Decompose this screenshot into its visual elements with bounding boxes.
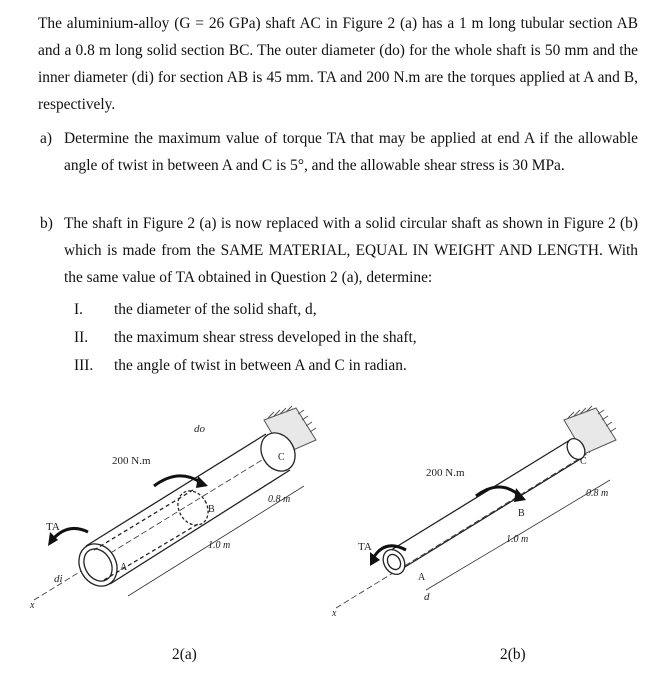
di-label: di bbox=[54, 573, 63, 585]
figure-2b bbox=[330, 400, 640, 630]
point-b-label: B bbox=[208, 504, 215, 515]
item-text: the angle of twist in between A and C in radian. bbox=[114, 357, 407, 374]
length-bc-label: 0.8 m bbox=[268, 494, 291, 505]
ta-label: TA bbox=[46, 521, 60, 533]
length-ab-label: 1.0 m bbox=[506, 534, 529, 545]
item-number: II. bbox=[74, 329, 89, 346]
torque-label: 200 N.m bbox=[426, 467, 465, 479]
point-a-label: A bbox=[120, 562, 128, 573]
problem-statement bbox=[38, 10, 638, 118]
tubular-shaft bbox=[71, 427, 301, 593]
part-b-label: b) bbox=[40, 215, 53, 232]
torque-arrow-b bbox=[476, 487, 520, 496]
axis-line bbox=[34, 444, 291, 600]
d-label: d bbox=[424, 591, 430, 603]
part-a-text: Determine the maximum value of torque TA that may be applied at end A if the allowable angle of twist in between A and C is 5°, and the allowable shear stress is 30 MPa. bbox=[64, 130, 638, 174]
do-label: do bbox=[194, 423, 205, 435]
torque-arrow-b bbox=[154, 476, 200, 486]
figure-2a-caption: 2(a) bbox=[172, 646, 197, 663]
figure-2a bbox=[28, 400, 338, 630]
point-c-label: C bbox=[278, 452, 285, 463]
ta-label: TA bbox=[358, 541, 372, 553]
figure-2b-caption: 2(b) bbox=[500, 646, 526, 663]
part-a-label: a) bbox=[40, 130, 52, 147]
length-ab-label: 1.0 m bbox=[208, 540, 231, 551]
arrow-head bbox=[514, 488, 526, 502]
item-text: the diameter of the solid shaft, d, bbox=[114, 301, 317, 318]
point-c-label: C bbox=[580, 456, 587, 467]
point-a-label: A bbox=[418, 572, 426, 583]
length-bc-label: 0.8 m bbox=[586, 488, 609, 499]
part-b-text: The shaft in Figure 2 (a) is now replaced with a solid circular shaft as shown in Figure 2 (b) which is made from the SAME MATERIAL, EQUAL IN WEIGHT AND LENGTH. With the same value of TA obtained in Question 2 (a), determine: bbox=[64, 215, 638, 286]
x-axis-label: x bbox=[30, 600, 35, 611]
solid-shaft bbox=[379, 435, 589, 578]
part-b bbox=[38, 210, 638, 291]
intro-text: The aluminium-alloy (G = 26 GPa) shaft AC in Figure 2 (a) has a 1 m long tubular section AB and a 0.8 m long solid section BC. The outer diameter (do) for the whole shaft is 50 mm and the inner diameter (di) for section AB is 45 mm. TA and 200 N.m are the torques applied at A and B, respectively. bbox=[38, 15, 638, 113]
item-text: the maximum shear stress developed in the shaft, bbox=[114, 329, 417, 346]
point-b-label: B bbox=[518, 508, 525, 519]
torque-label: 200 N.m bbox=[112, 455, 151, 467]
item-number: III. bbox=[74, 357, 94, 374]
arrow-head bbox=[196, 476, 208, 488]
item-number: I. bbox=[74, 301, 83, 318]
list-item bbox=[74, 324, 634, 351]
list-item bbox=[74, 352, 634, 379]
part-a bbox=[38, 125, 638, 179]
list-item bbox=[74, 296, 634, 323]
x-axis-label: x bbox=[332, 608, 337, 619]
